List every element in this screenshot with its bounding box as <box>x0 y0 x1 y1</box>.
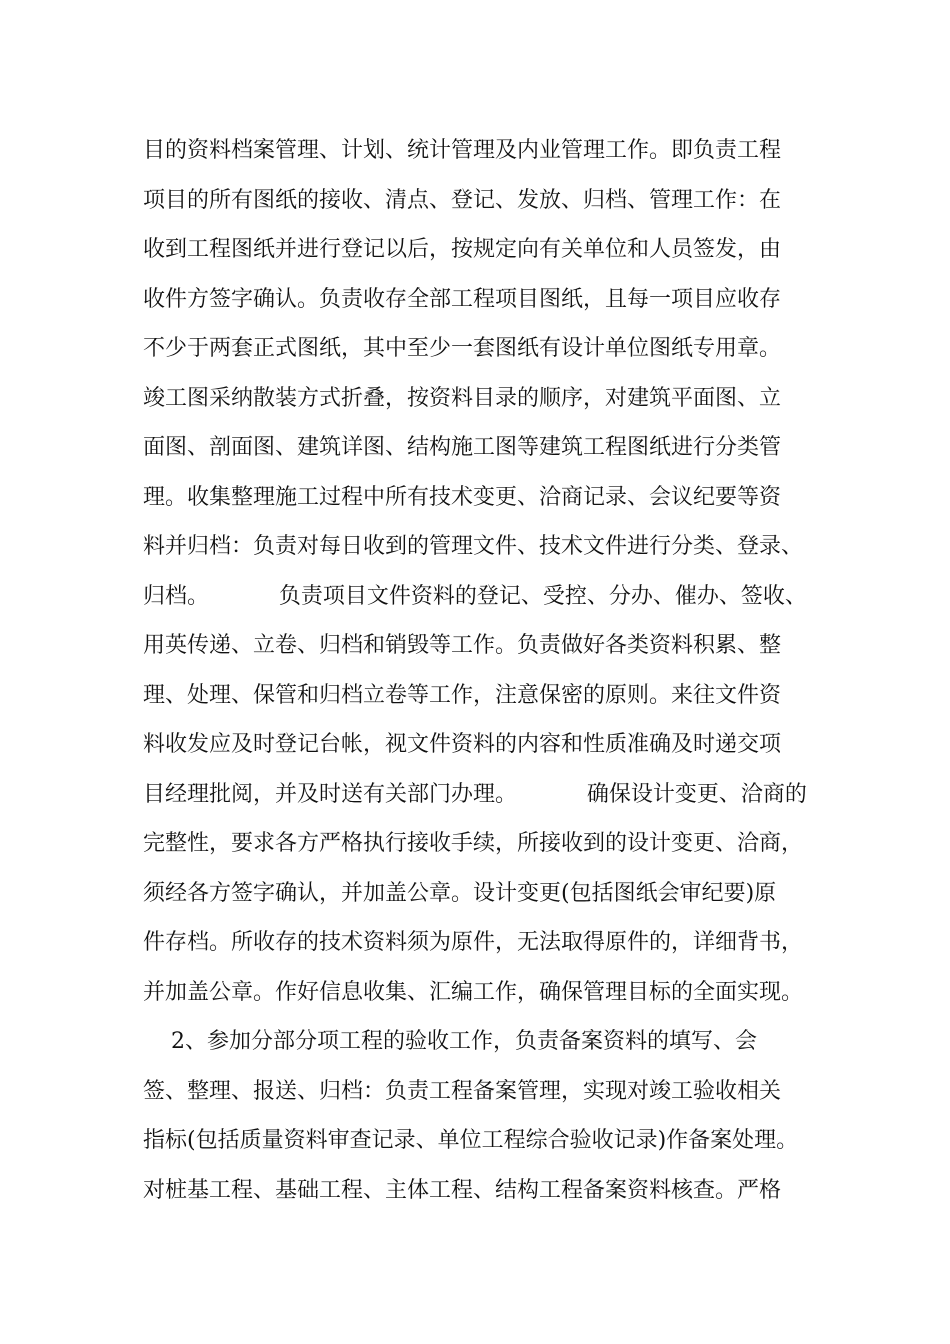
text-line: 项目的所有图纸的接收、清点、登记、发放、归档、管理工作：在 <box>143 187 782 213</box>
text-line: 签、整理、报送、归档：负责工程备案管理，实现对竣工验收相关 <box>143 1078 782 1104</box>
text-line: 收到工程图纸并进行登记以后，按规定向有关单位和人员签发，由 <box>143 237 782 262</box>
text-line: 用英传递、立卷、归档和销毁等工作。负责做好各类资料积累、整 <box>143 633 782 658</box>
text-line: 2、参加分部分项工程的验收工作，负责备案资料的填写、会 <box>143 1029 757 1054</box>
text-line: 面图、剖面图、建筑详图、结构施工图等建筑工程图纸进行分类管 <box>143 435 782 460</box>
text-line: 不少于两套正式图纸，其中至少一套图纸有设计单位图纸专用章。 <box>143 336 782 361</box>
text-line: 料收发应及时登记台帐，视文件资料的内容和性质准确及时递交项 <box>143 732 782 757</box>
text-line: 目经理批阅，并及时送有关部门办理。 确保设计变更、洽商的 <box>143 781 807 807</box>
text-line: 归档。 负责项目文件资料的登记、受控、分办、催办、签收、 <box>143 583 807 609</box>
text-line: 理、处理、保管和归档立卷等工作，注意保密的原则。来往文件资 <box>143 682 782 708</box>
text-line: 竣工图采纳散装方式折叠，按资料目录的顺序，对建筑平面图、立 <box>143 385 782 411</box>
text-line: 并加盖公章。作好信息收集、汇编工作，确保管理目标的全面实现。 <box>143 979 804 1005</box>
text-line: 收件方签字确认。负责收存全部工程项目图纸，且每一项目应收存 <box>143 286 782 312</box>
text-line: 件存档。所收存的技术资料须为原件，无法取得原件的，详细背书， <box>143 930 804 955</box>
text-line: 对桩基工程、基础工程、主体工程、结构工程备案资料核查。严格 <box>143 1177 782 1203</box>
text-line: 理。收集整理施工过程中所有技术变更、洽商记录、会议纪要等资 <box>143 484 782 510</box>
body-text <box>0 126 950 1215</box>
text-line: 完整性，要求各方严格执行接收手续，所接收到的设计变更、洽商， <box>143 831 804 856</box>
text-line: 目的资料档案管理、计划、统计管理及内业管理工作。即负责工程 <box>143 138 782 163</box>
text-line: 指标(包括质量资料审查记录、单位工程综合验收记录)作备案处理。 <box>143 1128 799 1153</box>
text-line: 须经各方签字确认，并加盖公章。设计变更(包括图纸会审纪要)原 <box>143 880 777 906</box>
text-line: 料并归档：负责对每日收到的管理文件、技术文件进行分类、登录、 <box>143 534 804 559</box>
